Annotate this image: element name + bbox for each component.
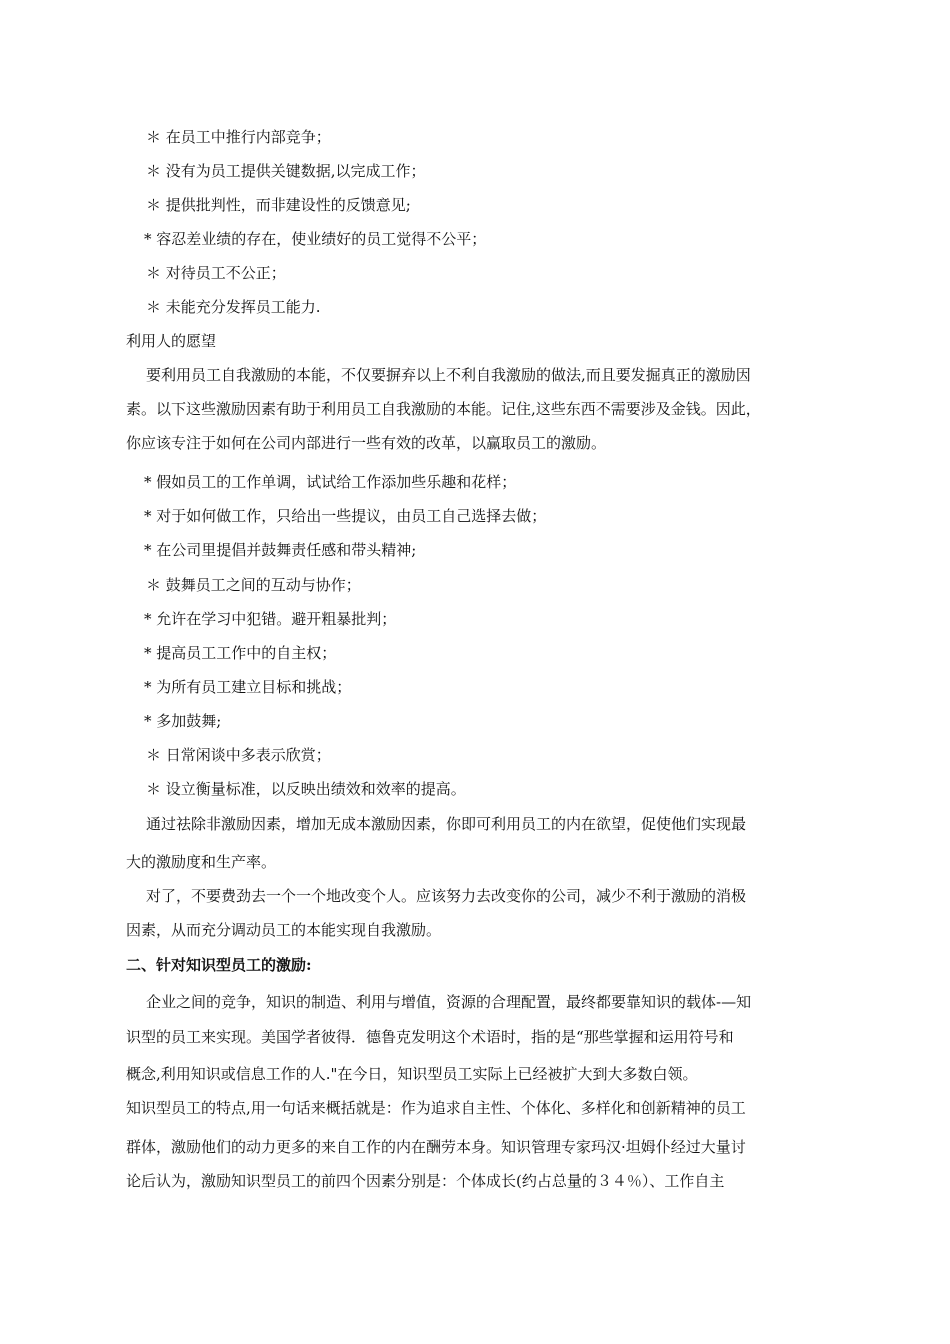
paragraph-line: 素。以下这些激励因素有助于利用员工自我激励的本能。记住,这些东西不需要涉及金钱。因此， xyxy=(126,400,761,418)
section-heading: 二、针对知识型员工的激励: xyxy=(126,956,312,974)
paragraph-line: 大的激励度和生产率。 xyxy=(126,853,277,871)
paragraph-line: 群体，激励他们的动力更多的来自工作的内在酬劳本身。知识管理专家玛汉·坦姆仆经过大量讨 xyxy=(126,1138,746,1156)
paragraph-line: 你应该专注于如何在公司内部进行一些有效的改革，以赢取员工的激励。 xyxy=(126,434,607,452)
paragraph-line: 概念,利用知识或信息工作的人."在今日，知识型员工实际上已经被扩大到大多数白领。 xyxy=(126,1065,698,1083)
bullet-item: * 容忍差业绩的存在，使业绩好的员工觉得不公平； xyxy=(144,230,487,248)
bullet-item: ＊ 对待员工不公正； xyxy=(146,264,286,282)
paragraph-line: 知识型员工的特点,用一句话来概括就是：作为追求自主性、个体化、多样化和创新精神的员工 xyxy=(126,1099,746,1117)
paragraph-line: 识型的员工来实现。美国学者彼得．德鲁克发明这个术语时，指的是“那些掌握和运用符号和 xyxy=(126,1028,734,1046)
bullet-item: ＊ 未能充分发挥员工能力. xyxy=(146,298,321,316)
bullet-item: ＊ 在员工中推行内部竞争； xyxy=(146,128,331,146)
section-subtitle: 利用人的愿望 xyxy=(126,332,217,350)
bullet-item: * 允许在学习中犯错。避开粗暴批判； xyxy=(144,610,397,628)
paragraph-line: 对了，不要费劲去一个一个地改变个人。应该努力去改变你的公司，减少不利于激励的消极 xyxy=(146,887,747,905)
bullet-item: ＊ 没有为员工提供关键数据,以完成工作； xyxy=(146,162,426,180)
bullet-item: * 为所有员工建立目标和挑战； xyxy=(144,678,352,696)
paragraph-line: 要利用员工自我激励的本能，不仅要摒弃以上不利自我激励的做法,而且要发掘真正的激励因 xyxy=(146,366,751,384)
bullet-item: * 假如员工的工作单调，试试给工作添加些乐趣和花样； xyxy=(144,473,517,491)
bullet-item: ＊ 鼓舞员工之间的互动与协作； xyxy=(146,576,361,594)
paragraph-line: 因素，从而充分调动员工的本能实现自我激励。 xyxy=(126,921,442,939)
bullet-item: ＊ 日常闲谈中多表示欣赏； xyxy=(146,746,331,764)
bullet-item: * 对于如何做工作，只给出一些提议，由员工自己选择去做； xyxy=(144,507,547,525)
paragraph-line: 论后认为，激励知识型员工的前四个因素分别是：个体成长(约占总量的３４％）、工作自主 xyxy=(126,1172,725,1190)
bullet-item: * 多加鼓舞; xyxy=(144,712,222,730)
bullet-item: ＊ 设立衡量标准，以反映出绩效和效率的提高。 xyxy=(146,780,466,798)
bullet-item: * 提高员工工作中的自主权； xyxy=(144,644,337,662)
bullet-item: * 在公司里提倡并鼓舞责任感和带头精神; xyxy=(144,541,417,559)
paragraph-line: 通过祛除非激励因素，增加无成本激励因素，你即可利用员工的内在欲望，促使他们实现最 xyxy=(146,815,747,833)
paragraph-line: 企业之间的竞争，知识的制造、利用与增值，资源的合理配置，最终都要靠知识的载体-—知 xyxy=(146,993,752,1011)
bullet-item: ＊ 提供批判性，而非建设性的反馈意见; xyxy=(146,196,411,214)
